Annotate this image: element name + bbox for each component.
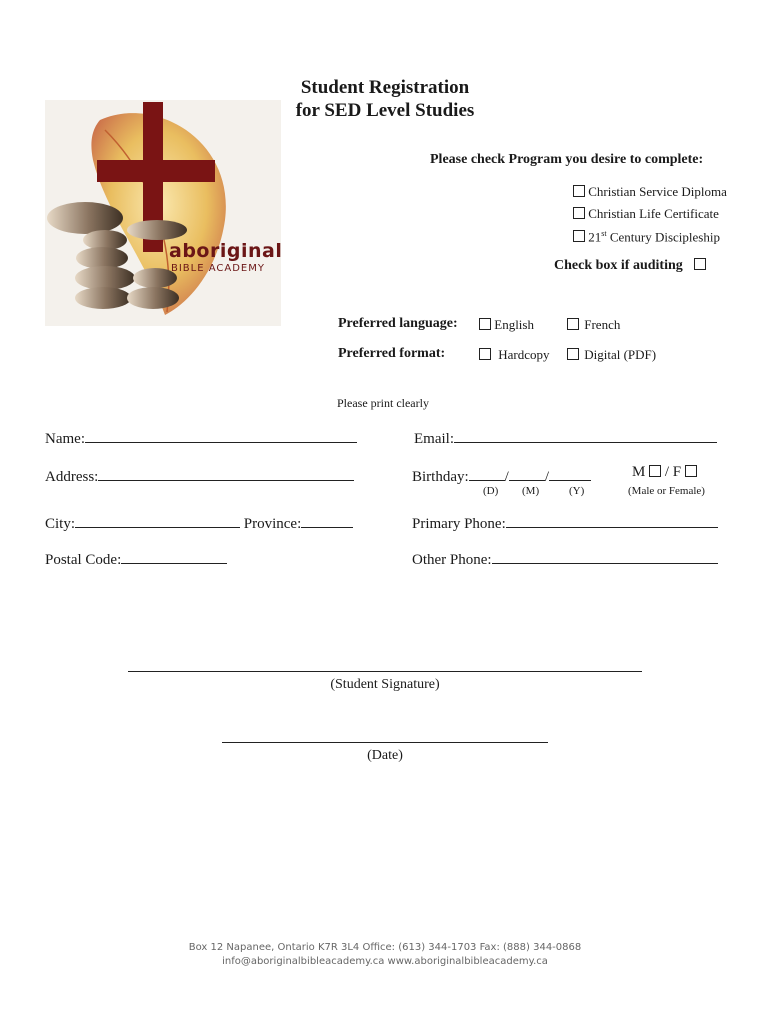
language-option-english[interactable] <box>479 317 534 333</box>
title-line1: Student Registration <box>300 77 470 98</box>
email-label: Email: <box>414 431 454 447</box>
french-checkbox[interactable] <box>567 318 579 330</box>
print-instructions: Please print clearly <box>337 396 429 410</box>
address-label: Address: <box>45 469 99 485</box>
other-phone-field[interactable] <box>412 549 718 569</box>
program-option-discipleship[interactable] <box>573 229 720 245</box>
hardcopy-checkbox[interactable] <box>479 348 491 360</box>
hardcopy-label: Hardcopy <box>498 347 550 362</box>
birthday-year-hint: (Y) <box>569 485 585 497</box>
email-field[interactable] <box>414 428 717 448</box>
birthday-day-hint: (D) <box>483 485 499 497</box>
french-label: French <box>584 317 621 332</box>
english-checkbox[interactable] <box>479 318 491 330</box>
student-signature-label: (Student Signature) <box>330 677 440 692</box>
name-input-line[interactable] <box>85 428 357 443</box>
discipleship-num: 21 <box>588 229 602 245</box>
birthday-slash-1: / <box>504 469 509 485</box>
diploma-checkbox[interactable] <box>573 185 585 197</box>
certificate-label: Christian Life Certificate <box>588 206 719 221</box>
discipleship-sup: st <box>601 229 607 238</box>
city-label: City: <box>45 516 76 532</box>
certificate-checkbox[interactable] <box>573 207 585 219</box>
birthday-day-line[interactable] <box>469 466 505 481</box>
name-label: Name: <box>45 431 85 447</box>
page-title <box>230 76 540 122</box>
program-heading: Please check Program you desire to complete: <box>430 152 704 167</box>
female-checkbox[interactable] <box>685 465 697 477</box>
program-option-diploma[interactable] <box>573 184 727 200</box>
english-label: English <box>494 317 534 332</box>
language-label: Preferred language: <box>338 316 458 331</box>
title-line2: for SED Level Studies <box>295 100 475 121</box>
other-phone-label: Other Phone: <box>412 552 492 568</box>
date-line[interactable] <box>222 742 548 743</box>
logo-name-line1: aboriginal <box>169 240 283 262</box>
logo-name-line2: BIBLE ACADEMY <box>171 263 265 274</box>
email-input-line[interactable] <box>454 428 717 443</box>
gender-m-label: M <box>632 464 646 480</box>
primary-phone-field[interactable] <box>412 513 718 533</box>
diploma-label: Christian Service Diploma <box>588 184 727 199</box>
birthday-month-hint: (M) <box>522 485 540 497</box>
birthday-label: Birthday: <box>412 469 469 485</box>
discipleship-label: Century Discipleship <box>606 229 720 245</box>
auditing-label: Check box if auditing <box>554 258 683 273</box>
gender-field[interactable] <box>632 464 697 481</box>
date-label: (Date) <box>367 748 403 763</box>
city-province-field[interactable] <box>45 513 353 533</box>
primary-phone-label: Primary Phone: <box>412 516 506 532</box>
address-field[interactable] <box>45 466 354 486</box>
auditing-option[interactable] <box>554 258 706 274</box>
format-option-hardcopy[interactable] <box>479 347 550 363</box>
digital-checkbox[interactable] <box>567 348 579 360</box>
footer <box>0 941 770 969</box>
logo-graphic <box>45 100 281 326</box>
postal-code-label: Postal Code: <box>45 552 122 568</box>
language-option-french[interactable] <box>567 317 620 333</box>
gender-f-label: / F <box>664 464 682 480</box>
name-field[interactable] <box>45 428 357 448</box>
birthday-field[interactable] <box>412 466 591 486</box>
birthday-month-line[interactable] <box>509 466 545 481</box>
digital-label: Digital (PDF) <box>584 347 657 362</box>
gender-note: (Male or Female) <box>628 485 705 497</box>
province-label: Province: <box>243 516 302 532</box>
student-signature-line[interactable] <box>128 671 642 672</box>
footer-address: Box 12 Napanee, Ontario K7R 3L4 Office: (613) 344-1703 Fax: (888) 344-0868 <box>188 942 582 953</box>
birthday-slash-2: / <box>544 469 550 485</box>
city-input-line[interactable] <box>75 513 240 528</box>
program-option-certificate[interactable] <box>573 206 719 222</box>
postal-code-input-line[interactable] <box>121 549 227 564</box>
province-input-line[interactable] <box>301 513 353 528</box>
discipleship-checkbox[interactable] <box>573 230 585 242</box>
address-input-line[interactable] <box>98 466 354 481</box>
auditing-checkbox[interactable] <box>694 258 706 270</box>
male-checkbox[interactable] <box>649 465 661 477</box>
postal-code-field[interactable] <box>45 549 227 569</box>
primary-phone-input-line[interactable] <box>506 513 718 528</box>
format-option-digital[interactable] <box>567 347 656 363</box>
other-phone-input-line[interactable] <box>492 549 718 564</box>
birthday-year-line[interactable] <box>549 466 591 481</box>
footer-contact: info@aboriginalbibleacademy.ca www.aboriginalbibleacademy.ca <box>222 956 548 967</box>
format-label: Preferred format: <box>338 346 446 361</box>
academy-logo <box>45 100 281 326</box>
